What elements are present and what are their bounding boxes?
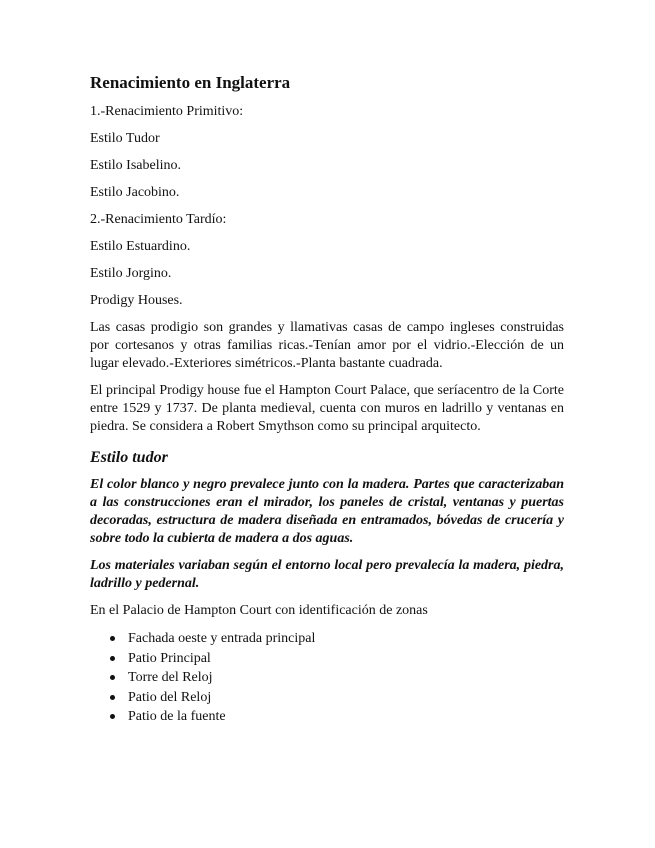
bold-paragraph-color: El color blanco y negro prevalece junto con la madera. Partes que caracterizaban a las construcciones eran el mirador, los paneles de cristal, ventanas y puertas decoradas, estructura de madera diseñada en entramados, bóvedas de crucería y sobre todo la cubierta de madera a dos aguas. <box>90 477 564 546</box>
text-line-estilo-estuardino: Estilo Estuardino. <box>90 239 191 254</box>
list-item <box>90 649 564 669</box>
document-page <box>90 72 564 727</box>
bullet-icon <box>110 714 115 719</box>
bold-paragraph-materiales: Los materiales variaban según el entorno local pero prevalecía la madera, piedra, ladrillo y pedernal. <box>90 558 564 591</box>
bullet-icon <box>110 675 115 680</box>
list-item-text: Patio Principal <box>128 650 211 666</box>
list-item-text: Patio del Reloj <box>128 689 212 705</box>
list-item-text: Torre del Reloj <box>128 670 213 685</box>
list-item-text: Patio de la fuente <box>128 709 226 724</box>
list-item <box>90 688 564 708</box>
bullet-icon <box>110 636 115 641</box>
text-line-estilo-isabelino: Estilo Isabelino. <box>90 158 181 173</box>
list-item <box>90 629 564 649</box>
list-item <box>90 707 564 727</box>
list-intro: En el Palacio de Hampton Court con identificación de zonas <box>90 603 428 618</box>
text-line-estilo-jorgino: Estilo Jorgino. <box>90 266 172 281</box>
subheading-estilo-tudor: Estilo tudor <box>90 449 168 466</box>
paragraph-hampton-court: El principal Prodigy house fue el Hampton Court Palace, que seríacentro de la Corte entre 1529 y 1737. De planta medieval, cuenta con muros en ladrillo y ventanas en piedra. Se considera a Robert Smythson como su principal arquitecto. <box>90 383 564 434</box>
bullet-icon <box>110 695 115 700</box>
list-item-text: Fachada oeste y entrada principal <box>128 631 316 646</box>
zones-list <box>90 629 564 727</box>
paragraph-casas-prodigio: Las casas prodigio son grandes y llamativas casas de campo ingleses construidas por cortesanos y otras familias ricas.-Tenían amor por el vidrio.-Elección de un lugar elevado.-Exteriores simétricos.-Planta bastante cuadrada. <box>90 320 564 371</box>
list-item <box>90 668 564 688</box>
text-line-renacimiento-tardio: 2.-Renacimiento Tardío: <box>90 212 227 227</box>
bullet-icon <box>110 656 115 661</box>
document-title: Renacimiento en Inglaterra <box>90 73 291 92</box>
text-line-renacimiento-primitivo: 1.-Renacimiento Primitivo: <box>90 104 244 119</box>
text-line-estilo-jacobino: Estilo Jacobino. <box>90 185 180 200</box>
text-line-estilo-tudor: Estilo Tudor <box>90 131 160 146</box>
text-line-prodigy-houses: Prodigy Houses. <box>90 293 183 308</box>
